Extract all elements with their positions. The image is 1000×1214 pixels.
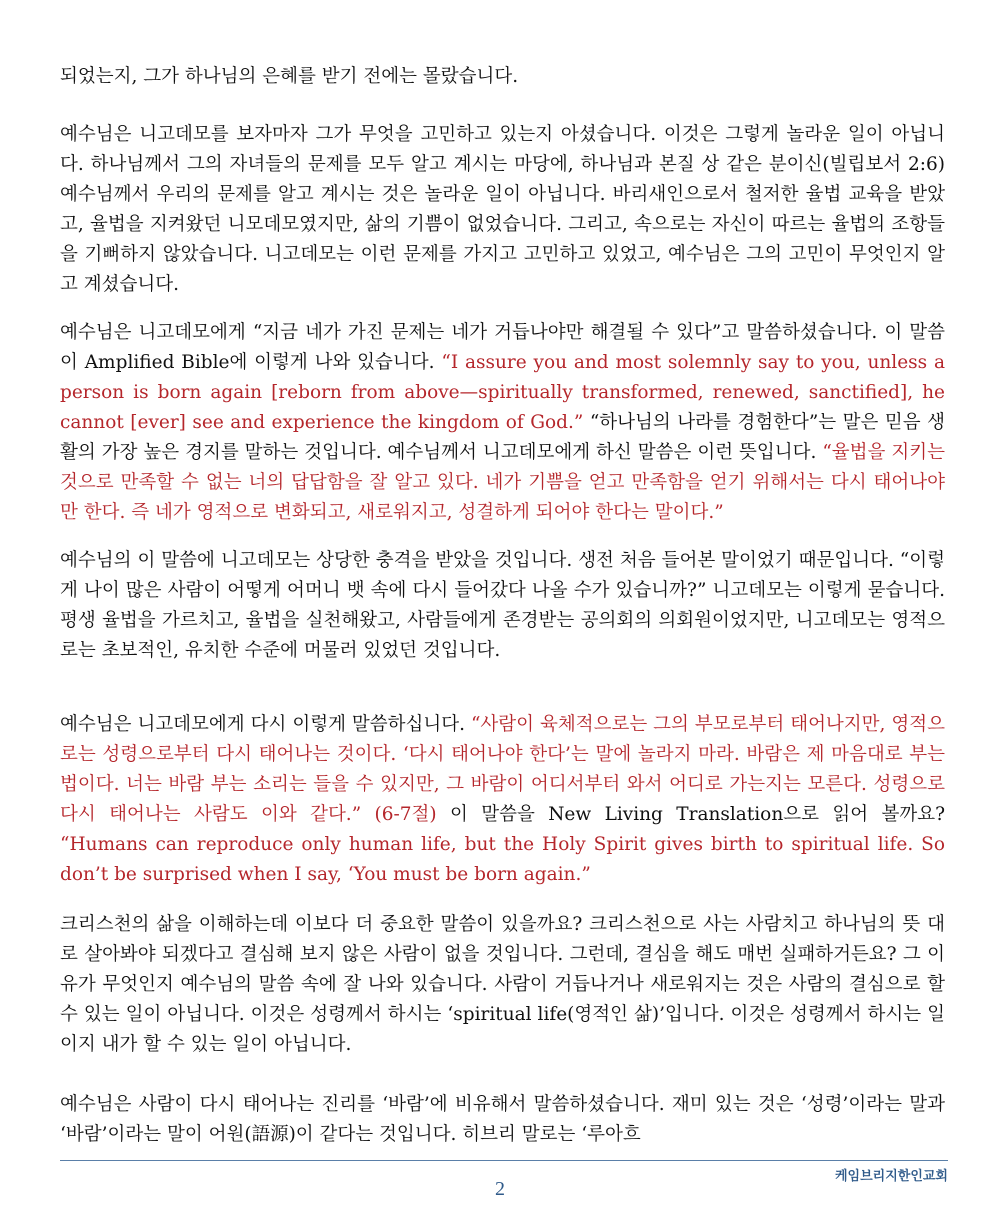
scripture-quote: “사람이 육체적으로는 그의 부모로부터 태어나지만, 영적으로는 성령으로부터 다시 태어나는 것이다. ‘다시 태어나야 한다’는 말에 놀라지 마라. 바람은 제 마음대로 부는 법이다. 너는 바람 부는 소리는 들을 수 있지만, 그 바람이 어디서부터 와서 어디로 가는지는 모른다. 성령으로 다시 태어나는 사람도 이와 같다.” (6-7절) [60, 714, 945, 825]
paragraph [60, 546, 945, 666]
page-number: 2 [495, 1178, 505, 1200]
scripture-quote: “I assure you and most solemnly say to you, unless a person is born again [reborn from above—spiritually transformed, renewed, sanctified], he cannot [ever] see and experience the kingdom of God.” [60, 352, 945, 433]
scripture-quote: “율법을 지키는 것으로 만족할 수 없는 너의 답답함을 잘 알고 있다. 네가 기쁨을 얻고 만족함을 얻기 위해서는 다시 태어나야만 한다. 즉 네가 영적으로 변화되고, 새로워지고, 성결하게 되어야 한다는 말이다.” [60, 442, 945, 523]
paragraph [60, 710, 945, 890]
body-text: 예수님은 니고데모에게 다시 이렇게 말씀하십니다. [60, 714, 471, 735]
body-text: 예수님은 니고데모를 보자마자 그가 무엇을 고민하고 있는지 아셨습니다. 이것은 그렇게 놀라운 일이 아닙니다. 하나님께서 그의 자녀들의 문제를 모두 알고 계시는 마당에, 하나님과 본질 상 같은 분이신(빌립보서 2:6) 예수님께서 우리의 문제를 알고 계시는 것은 놀라운 일이 아닙니다. 바리새인으로서 철저한 율법 교육을 받았고, 율법을 지켜왔던 니모데모였지만, 삶의 기쁨이 없었습니다. 그리고, 속으로는 자신이 따르는 율법의 조항들을 기뻐하지 않았습니다. 니고데모는 이런 문제를 가지고 고민하고 있었고, 예수님은 그의 고민이 무엇인지 알고 계셨습니다. [60, 124, 945, 295]
paragraph [60, 120, 945, 300]
body-text: 예수님의 이 말씀에 니고데모는 상당한 충격을 받았을 것입니다. 생전 처음 들어본 말이었기 때문입니다. “이렇게 나이 많은 사람이 어떻게 어머니 뱃 속에 다시 들어갔다 나올 수가 있습니까?” 니고데모는 이렇게 묻습니다. 평생 율법을 가르치고, 율법을 실천해왔고, 사람들에게 존경받는 공의회의 의회원이었지만, 니고데모는 영적으로는 초보적인, 유치한 수준에 머물러 있었던 것입니다. [60, 550, 945, 661]
body-text: 되었는지, 그가 하나님의 은혜를 받기 전에는 몰랐습니다. [60, 66, 519, 87]
paragraph [60, 318, 945, 528]
footer-church-name: 케임브리지한인교회 [834, 1169, 948, 1184]
scripture-quote: “Humans can reproduce only human life, but the Holy Spirit gives birth to spiritual life. So don’t be surprised when I say, ‘You must be born again.” [60, 834, 945, 885]
body-text: 이 말씀을 New Living Translation으로 읽어 볼까요? [436, 804, 945, 825]
footer-divider [60, 1160, 948, 1161]
body-text: 크리스천의 삶을 이해하는데 이보다 더 중요한 말씀이 있을까요? 크리스천으로 사는 사람치고 하나님의 뜻 대로 살아봐야 되겠다고 결심해 보지 않은 사람이 없을 것입니다. 그런데, 결심을 해도 매번 실패하거든요? 그 이유가 무엇인지 예수님의 말씀 속에 잘 나와 있습니다. 사람이 거듭나거나 새로워지는 것은 사람의 결심으로 할 수 있는 일이 아닙니다. 이것은 성령께서 하시는 ‘spiritual life(영적인 삶)’입니다. 이것은 성령께서 하시는 일이지 내가 할 수 있는 일이 아닙니다. [60, 914, 945, 1055]
paragraph [60, 62, 945, 92]
body-text: 예수님은 니고데모에게 “지금 네가 가진 문제는 네가 거듭나야만 해결될 수 있다”고 말씀하셨습니다. 이 말씀이 Amplified Bible에 이렇게 나와 있습니다. [60, 322, 945, 373]
paragraph [60, 910, 945, 1060]
paragraph [60, 1090, 945, 1150]
body-text: 예수님은 사람이 다시 태어나는 진리를 ‘바람’에 비유해서 말씀하셨습니다. 재미 있는 것은 ‘성령’이라는 말과 ‘바람’이라는 말이 어원(語源)이 같다는 것입니다. 히브리 말로는 ‘루아흐 [60, 1094, 945, 1145]
body-text: “하나님의 나라를 경험한다”는 말은 믿음 생활의 가장 높은 경지를 말하는 것입니다. 예수님께서 니고데모에게 하신 말씀은 이런 뜻입니다. [60, 412, 945, 463]
